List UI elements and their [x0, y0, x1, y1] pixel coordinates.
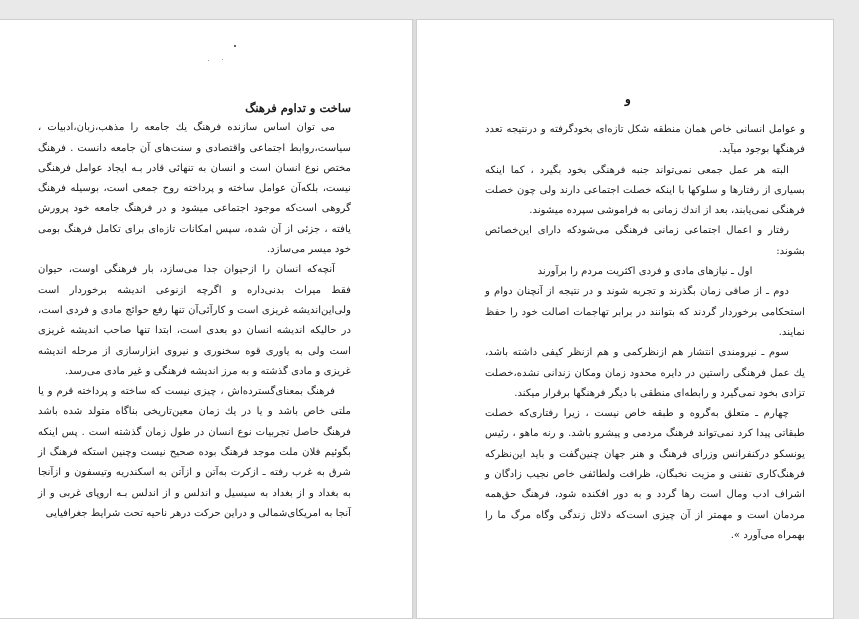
page-mark: و — [625, 92, 631, 106]
ink-speck — [234, 45, 236, 47]
paragraph: البته هر عمل جمعی نمی‌تواند جنبه فرهنگی بخود بگیرد ، کما اینکه بسیاری از رفتارها و سلوکها با اینکه خصلت اجتماعی دارند ولی چون خصلت فرهنگی نمی‌یابند، بعد از اندك زمانی به فراموشی سپرده میشوند. — [485, 164, 805, 217]
list-item: دوم ـ از صافی زمان بگذرند و تجربه شوند و در نتیجه از آنچنان دوام و استحکامی برخوردار گردند که بتوانند در برابر تهاجمات اصالت خود را حفظ نمایند. — [485, 286, 805, 338]
list-item: سوم ـ نیرومندی انتشار هم ازنظرکمی و هم ازنظر کیفی داشته باشد، یك عمل فرهنگی راستین در دایره محدود زمان ومکان زندانی نشده،خصلت تزادی بخود نمی‌گیرد و رابطه‌ای منطقی با دیگر فرهنگها برقرار میکند. — [485, 347, 805, 399]
paragraph: رفتار و اعمال اجتماعی زمانی فرهنگی می‌شودکه دارای این‌خصائص بشوند: — [485, 225, 805, 257]
list-item: چهارم ـ متعلق به‌گروه و طبقه خاص نیست ، زیرا رفتاری‌که خصلت طبقاتی پیدا کرد نمی‌تواند فرهنگ مردمی و پیشرو باشد. و رنه ماهو ، رئیس یونسکو درکنفرانس وزرای فرهنگ و هنر جهان چنین‌گفت و باید این‌نظرکه فرهنگ‌کاری تفننی و مزیت نخبگان، ظرافت ولطائفی خاص نجیب زادگان و اشراف ادب ومال است رها گردد و به دور افکنده شود، فرهنگ حق‌همه مردمان است و مهمتر از آن چیزی است‌که دلائل زندگی وگاه مرگ ما را بهمراه می‌آورد ». — [485, 408, 805, 541]
ink-speck — [222, 59, 223, 60]
paragraph: و عوامل انسانی خاص همان منطقه شکل تازه‌ای بخودگرفته و درنتیجه تعدد فرهنگها بوجود میآید. — [485, 124, 805, 156]
paragraph: می توان اساس سازنده فرهنگ یك جامعه را مذهب،زبان،ادبیات ، سیاست،روابط اجتماعی واقتصادی و سنت‌های آن جامعه دانست . فرهنگ مختص نوع انسان است و انسان به تنهائی قادر بـه ایجاد عوامل فرهنگی نیست، بلکه‌آن عوامل ساخته و پرداخته روح جمعی است، بوسیله فرهنگ گروهی است‌که موجود اجتماعی میشود و در فرهنگ جامعه خود پرورش یافته ، جزئی از آن شده، سپس امکانات تازه‌ای برای تکامل فرهنگ بومی خود میسر می‌سازد. — [38, 122, 351, 256]
left-page-text — [38, 98, 351, 524]
right-page-text — [485, 120, 805, 546]
paragraph: آنچه‌که انسان را ازحیوان جدا می‌سازد، بار فرهنگی اوست، حیوان فقط میراث بدنی‌داره و اگرچه ازنوعی اندیشه برخوردار است ولی‌این‌اندیشه غریزی است و کارآئی‌آن تنها رفع حوائج مادی و فردی است، در حالیکه اندیشه انسان دو بعدی است، ابتدا تنها صاحب اندیشه غریزی است ولی به یاوری قوه سخنوری و نیروی ابزارسازی از مرحله اندیشه غریزی و مادی گذشته و به مرز اندیشه فرهنگی و غیر مادی می‌رسد. — [38, 264, 351, 377]
viewer-background — [834, 0, 859, 607]
list-item: اول ـ نیازهای مادی و فردی اکثریت مردم را برآورند — [537, 266, 753, 278]
ink-speck — [208, 60, 209, 61]
left-page — [0, 19, 413, 619]
section-heading: ساخت و تداوم فرهنگ — [245, 101, 351, 115]
paragraph: فرهنگ بمعنای‌گسترده‌اش ، چیزی نیست که ساخته و پرداخته قرم و یا ملتی خاص باشد و یا در یك زمان معین‌تاریخی بناگاه متولد شده باشد فرهنگ حاصل تجربیات نوع انسان در طول زمان گذشته است . پس اینکه بگوئیم فلان ملت موجد فرهنگ بوده صحیح نیست وچنین استکه فرهنگ از شرق به غرب رفته ـ ازکرت به‌آتن و ازآتن به اسکندریه وتیسفون و ازآنجا به بغداد و از بغداد به سیسیل و اندلس و از اندلس بـه اروپای غربی و از آنجا به امریکای‌شمالی و دراین حرکت درهر ناحیه تحت شرایط جغرافیایی — [38, 386, 351, 519]
right-page — [416, 19, 834, 619]
